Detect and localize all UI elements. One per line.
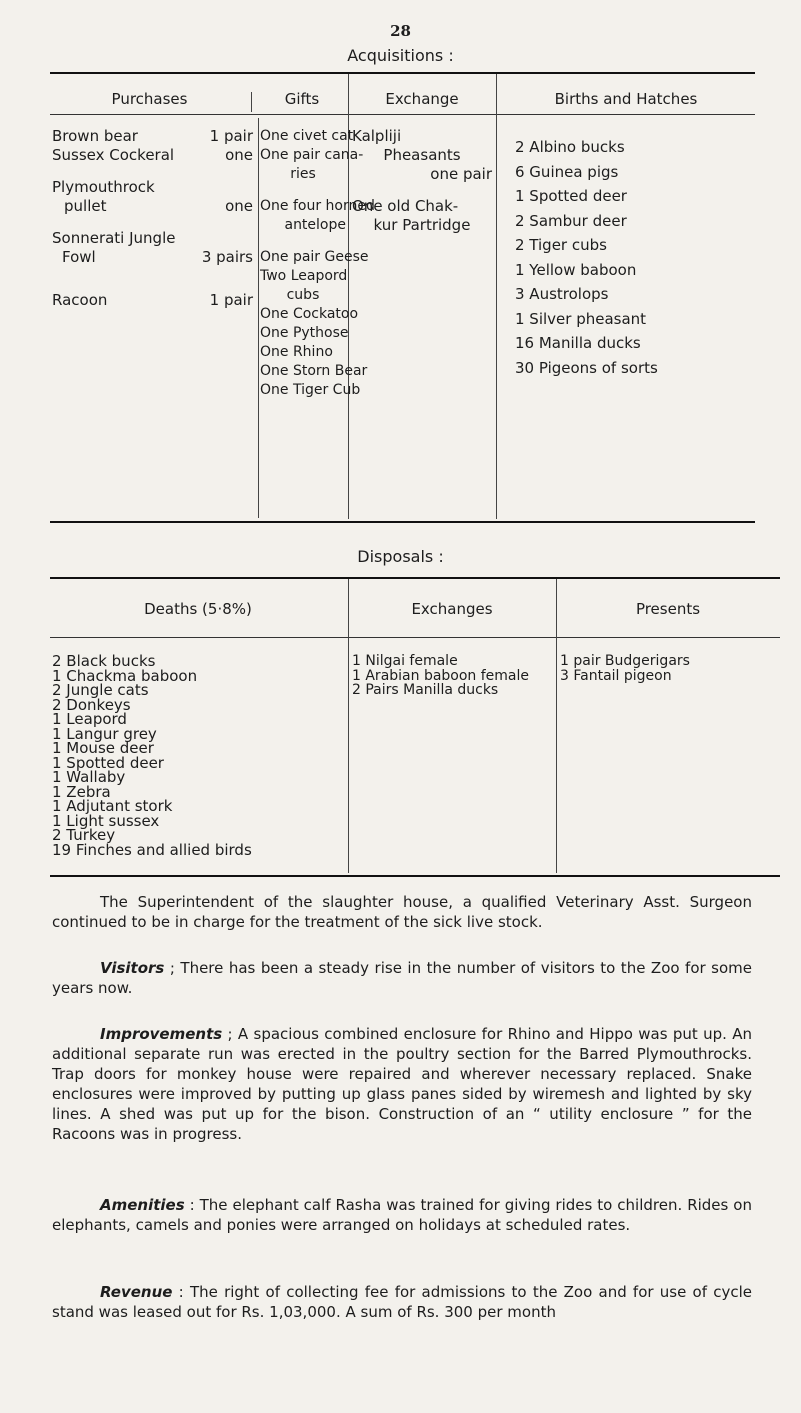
gift-line: antelope — [284, 217, 346, 233]
birth-line: 1 Yellow baboon — [515, 260, 637, 279]
header-exchange: Exchange — [385, 90, 459, 108]
header-gifts: Gifts — [284, 90, 320, 108]
exchange-line: one pair — [430, 165, 492, 183]
header-purchases: Purchases — [111, 90, 188, 108]
purchase-name: Sonnerati Jungle — [52, 229, 176, 247]
purchase-qty: 1 pair — [209, 291, 253, 309]
gift-line: One four horned — [260, 198, 375, 214]
gift-line: One civet cat — [260, 128, 354, 144]
purchase-row — [52, 229, 253, 248]
disp-top-rule — [50, 577, 780, 579]
exchanges-line: 1 Arabian baboon female — [352, 667, 530, 684]
purchase-qty: one — [225, 146, 253, 164]
acq-top-rule — [50, 72, 755, 74]
death-line: 1 Wallaby — [52, 768, 126, 786]
gift-line: One Pythose — [260, 325, 349, 341]
births-column — [515, 135, 745, 380]
header-deaths: Deaths (5·8%) — [144, 600, 252, 618]
birth-line: 6 Guinea pigs — [515, 162, 619, 181]
presents-column — [560, 654, 778, 683]
revenue-paragraph — [52, 1282, 752, 1322]
acquisitions-title: Acquisitions : — [347, 46, 454, 65]
birth-line: 1 Spotted deer — [515, 187, 627, 205]
gift-line: cubs — [286, 287, 320, 303]
death-line: 1 Chackma baboon — [52, 666, 198, 685]
birth-line: 2 Sambur deer — [515, 211, 627, 230]
purchase-name: Sussex Cockeral — [52, 146, 175, 164]
page-number: 28 — [390, 22, 411, 40]
death-line: 2 Black bucks — [52, 652, 156, 670]
purchase-row — [52, 248, 253, 267]
gift-line: One Cockatoo — [260, 306, 359, 322]
birth-line: 2 Albino bucks — [515, 138, 625, 156]
amenities-heading: Amenities — [100, 1196, 185, 1214]
gift-line: Two Leapord — [260, 268, 348, 284]
death-line: 1 Light sussex — [52, 811, 160, 830]
birth-line: 3 Austrolops — [515, 285, 609, 303]
disp-bottom-rule — [50, 875, 780, 877]
death-line: 1 Zebra — [52, 782, 111, 801]
gift-line: One Rhino — [260, 344, 333, 360]
gift-line: One Tiger Cub — [260, 382, 361, 398]
disp-vline-2 — [556, 579, 557, 873]
purchase-row — [52, 146, 253, 165]
death-line: 1 Adjutant stork — [52, 797, 173, 815]
present-line: 1 pair Budgerigars — [560, 653, 690, 669]
disposals-title: Disposals : — [357, 547, 444, 566]
purchase-row — [52, 127, 253, 146]
revenue-text: : The right of collecting fee for admissions to the Zoo and for use of cycle stand was leased out for Rs. 1,03,000. A sum of Rs. 300 per month — [52, 1283, 752, 1321]
disp-header-rule — [50, 637, 780, 638]
gift-line: ries — [290, 166, 316, 182]
birth-line: 1 Silver pheasant — [515, 309, 647, 328]
gift-line: One Storn Bear — [260, 363, 368, 379]
birth-line: 30 Pigeons of sorts — [515, 358, 658, 377]
acq-vline-3 — [496, 74, 497, 519]
improvements-text: ; A spacious combined enclosure for Rhino and Hippo was put up. An additional separate run was erected in the poultry section for the Barred Plymouthrocks. Trap doors for monkey house were repaired and wherever necessary replaced. Snake enclosures were improved by putting up glass panes sided by wiremesh and lighted by sky lines. A shed was put up for the bison. Construction of an “ utility enclosure ” for the Racoons was in progress. — [52, 1025, 752, 1143]
exchange-line: Kalpliji — [352, 127, 402, 145]
purchase-name: Plymouthrock — [52, 178, 155, 196]
exchange-column — [352, 127, 492, 235]
acq-vline-1b — [258, 118, 259, 518]
acq-header-rule — [50, 114, 755, 115]
purchase-name: Brown bear — [52, 127, 138, 145]
exchanges-line: 1 Nilgai female — [352, 653, 458, 669]
exchanges-line: 2 Pairs Manilla ducks — [352, 682, 499, 698]
purchase-name: Fowl — [62, 248, 96, 266]
death-line: 2 Donkeys — [52, 695, 131, 714]
death-line: 1 Spotted deer — [52, 753, 164, 772]
revenue-heading: Revenue — [100, 1283, 173, 1301]
purchase-row — [52, 178, 253, 197]
gift-line: One pair cana- — [260, 147, 364, 163]
improvements-paragraph — [52, 1024, 752, 1144]
amenities-text: : The elephant calf Rasha was trained for giving rides to children. Rides on elephants, camels and ponies were arranged on holidays at scheduled rates. — [52, 1196, 752, 1234]
purchase-name: pullet — [64, 197, 107, 215]
deaths-column — [52, 654, 344, 857]
gifts-column — [260, 127, 375, 400]
visitors-heading: Visitors — [100, 959, 165, 977]
death-line: 1 Leapord — [52, 710, 127, 728]
death-line: 1 Langur grey — [52, 724, 157, 743]
death-line: 2 Jungle cats — [52, 681, 149, 699]
disp-vline-1 — [348, 579, 349, 873]
improvements-heading: Improvements — [100, 1025, 223, 1043]
header-presents: Presents — [635, 600, 701, 618]
header-births: Births and Hatches — [554, 90, 698, 108]
purchase-qty: 1 pair — [209, 127, 253, 145]
exchange-line: One old Chak- — [352, 197, 459, 215]
present-line: 3 Fantail pigeon — [560, 667, 672, 684]
superintendent-paragraph: The Superintendent of the slaughter house, a qualified Veterinary Asst. Surgeon continued to be in charge for the treatment of the sick live stock. — [52, 893, 752, 931]
purchase-row — [52, 291, 253, 310]
birth-line: 2 Tiger cubs — [515, 236, 607, 254]
acq-bottom-rule — [50, 521, 755, 523]
header-exchanges: Exchanges — [411, 600, 493, 618]
death-line: 2 Turkey — [52, 826, 116, 844]
visitors-paragraph — [52, 958, 752, 998]
acq-vline-1a — [251, 92, 252, 112]
birth-line: 16 Manilla ducks — [515, 334, 641, 352]
death-line: 19 Finches and allied birds — [52, 840, 252, 859]
gift-line: One pair Geese — [260, 249, 369, 265]
purchase-name: Racoon — [52, 291, 108, 309]
exchange-line: Pheasants — [383, 146, 461, 164]
purchase-qty: 3 pairs — [201, 248, 253, 266]
exchanges-column — [352, 654, 554, 698]
purchase-qty: one — [225, 197, 253, 215]
purchases-column — [52, 127, 253, 310]
purchase-row — [52, 197, 253, 216]
amenities-paragraph — [52, 1195, 752, 1235]
exchange-line: kur Partridge — [373, 216, 471, 234]
death-line: 1 Mouse deer — [52, 739, 154, 757]
visitors-text: ; There has been a steady rise in the number of visitors to the Zoo for some years now. — [52, 959, 752, 997]
